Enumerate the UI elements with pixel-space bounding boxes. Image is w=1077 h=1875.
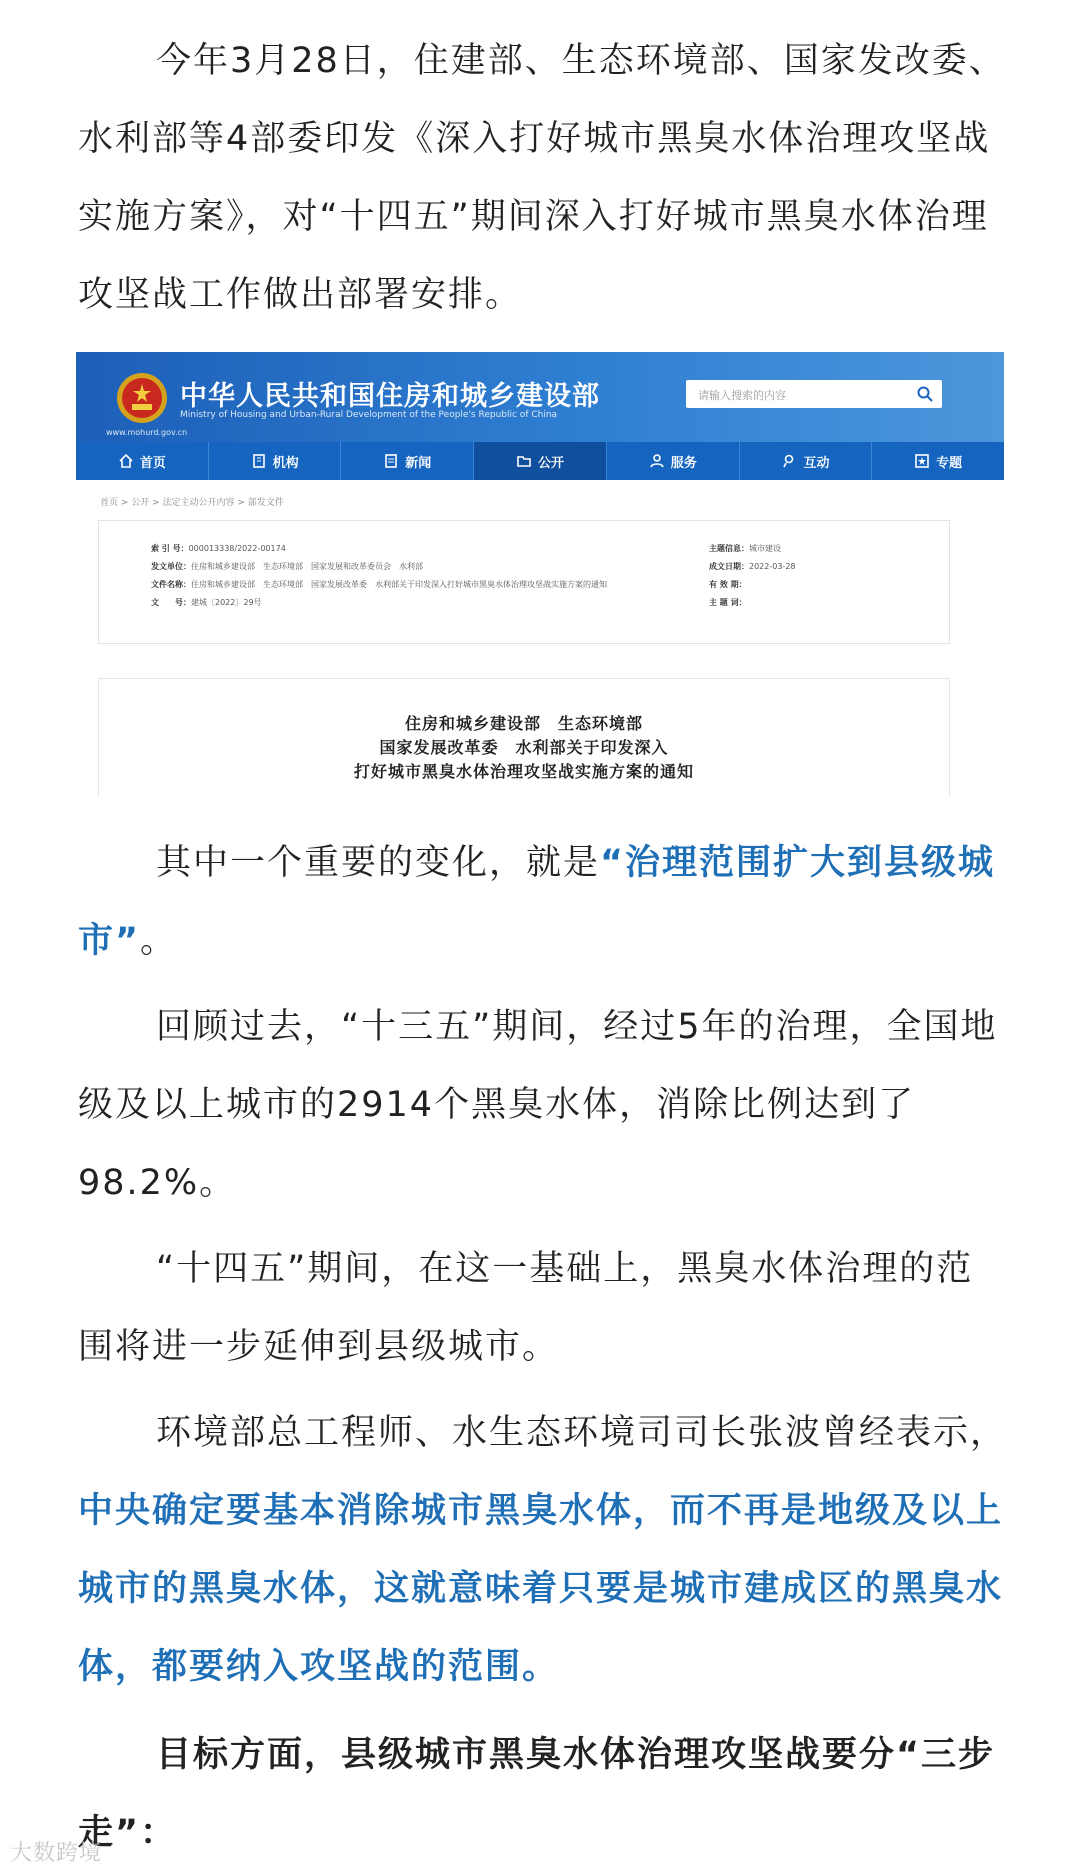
paragraph-extension: “十四五”期间，在这一基础上，黑臭水体治理的范围将进一步延伸到县级城市。	[78, 1249, 974, 1367]
meta-doc-number: 文 号：建城〔2022〕29号	[151, 598, 262, 607]
nav-news[interactable]	[341, 442, 474, 480]
nav-organization[interactable]	[209, 442, 342, 480]
nav-topics[interactable]	[872, 442, 1004, 480]
chat-icon	[781, 453, 797, 469]
site-subtitle: Ministry of Housing and Urban-Rural Development of the People's Republic of China	[180, 410, 558, 420]
meta-date: 成文日期：2022-03-28	[709, 562, 796, 571]
nav-label: 首页	[139, 455, 166, 471]
search-placeholder: 请输入搜索的内容	[698, 389, 786, 402]
breadcrumb: 首页 > 公开 > 法定主动公开内容 > 部发文件	[100, 498, 284, 508]
paragraph-review: 回顾过去，“十三五”期间，经过5年的治理，全国地级及以上城市的2914个黑臭水体，消除比例达到了98.2%。	[78, 1007, 998, 1203]
meta-name: 文件名称：住房和城乡建设部 生态环境部 国家发展改革委 水利部关于印发深入打好城市黑臭水体治理攻坚战实施方案的通知	[151, 580, 607, 589]
paragraph-intro: 今年3月28日，住建部、生态环境部、国家发改委、水利部等4部委印发《深入打好城市黑臭水体治理攻坚战实施方案》，对“十四五”期间深入打好城市黑臭水体治理攻坚战工作做出部署安排。	[78, 41, 1006, 315]
paragraph-key-change	[78, 824, 1008, 980]
meta-topic: 主题信息：城市建设	[709, 544, 781, 553]
user-service-icon	[649, 453, 665, 469]
meta-issuer: 发文单位：住房和城乡建设部 生态环境部 国家发展和改革委员会 水利部	[151, 562, 423, 571]
search-icon[interactable]	[916, 385, 934, 403]
document-icon	[383, 453, 399, 469]
document-meta-box	[98, 520, 950, 644]
national-emblem-icon	[116, 372, 168, 424]
paragraph-official-statement: 环境部总工程师、水生态环境司司长张波曾经表示，	[156, 1413, 1008, 1453]
meta-index: 索 引 号：000013338/2022-00174	[151, 544, 286, 553]
paragraph-official-quote: 中央确定要基本消除城市黑臭水体，而不再是地级及以上城市的黑臭水体，这就意味着只要是城市建成区的黑臭水体，都要纳入攻坚战的范围。	[78, 1491, 1004, 1687]
site-title: 中华人民共和国住房和城乡建设部	[180, 381, 600, 412]
nav-interaction[interactable]	[740, 442, 873, 480]
doc-title-line-1: 住房和城乡建设部 生态环境部	[404, 714, 643, 733]
site-url: www.mohurd.gov.cn	[106, 428, 188, 437]
doc-title-line-2: 国家发展改革委 水利部关于印发深入	[379, 738, 669, 757]
embedded-screenshot	[76, 352, 1004, 796]
search-input[interactable]	[686, 380, 942, 408]
nav-public[interactable]	[474, 442, 607, 480]
nav-label: 公开	[538, 455, 565, 471]
nav-label: 互动	[803, 455, 830, 471]
nav-label: 服务	[670, 455, 697, 471]
nav-service[interactable]	[607, 442, 740, 480]
site-header	[76, 352, 1004, 442]
doc-title-line-3: 打好城市黑臭水体治理攻坚战实施方案的通知	[353, 762, 694, 781]
nav-label: 专题	[936, 455, 963, 471]
key-change-highlight: “治理范围扩大到县级城市”	[78, 843, 996, 961]
nav-home[interactable]	[76, 442, 209, 480]
building-icon	[251, 453, 267, 469]
home-icon	[118, 453, 134, 469]
key-change-text: 其中一个重要的变化，就是	[156, 843, 601, 883]
key-change-suffix: 。	[140, 921, 178, 961]
document-title-box	[98, 678, 950, 796]
paragraph-goals: 目标方面，县级城市黑臭水体治理攻坚战要分“三步走”：	[78, 1735, 996, 1853]
site-navbar	[76, 442, 1004, 480]
nav-label: 新闻	[405, 455, 432, 471]
watermark: 大数跨境	[10, 1841, 103, 1866]
meta-keyword: 主 题 词：	[709, 598, 747, 607]
folder-icon	[516, 453, 532, 469]
star-icon	[914, 453, 930, 469]
nav-label: 机构	[272, 455, 299, 471]
meta-valid: 有 效 期：	[709, 580, 747, 589]
